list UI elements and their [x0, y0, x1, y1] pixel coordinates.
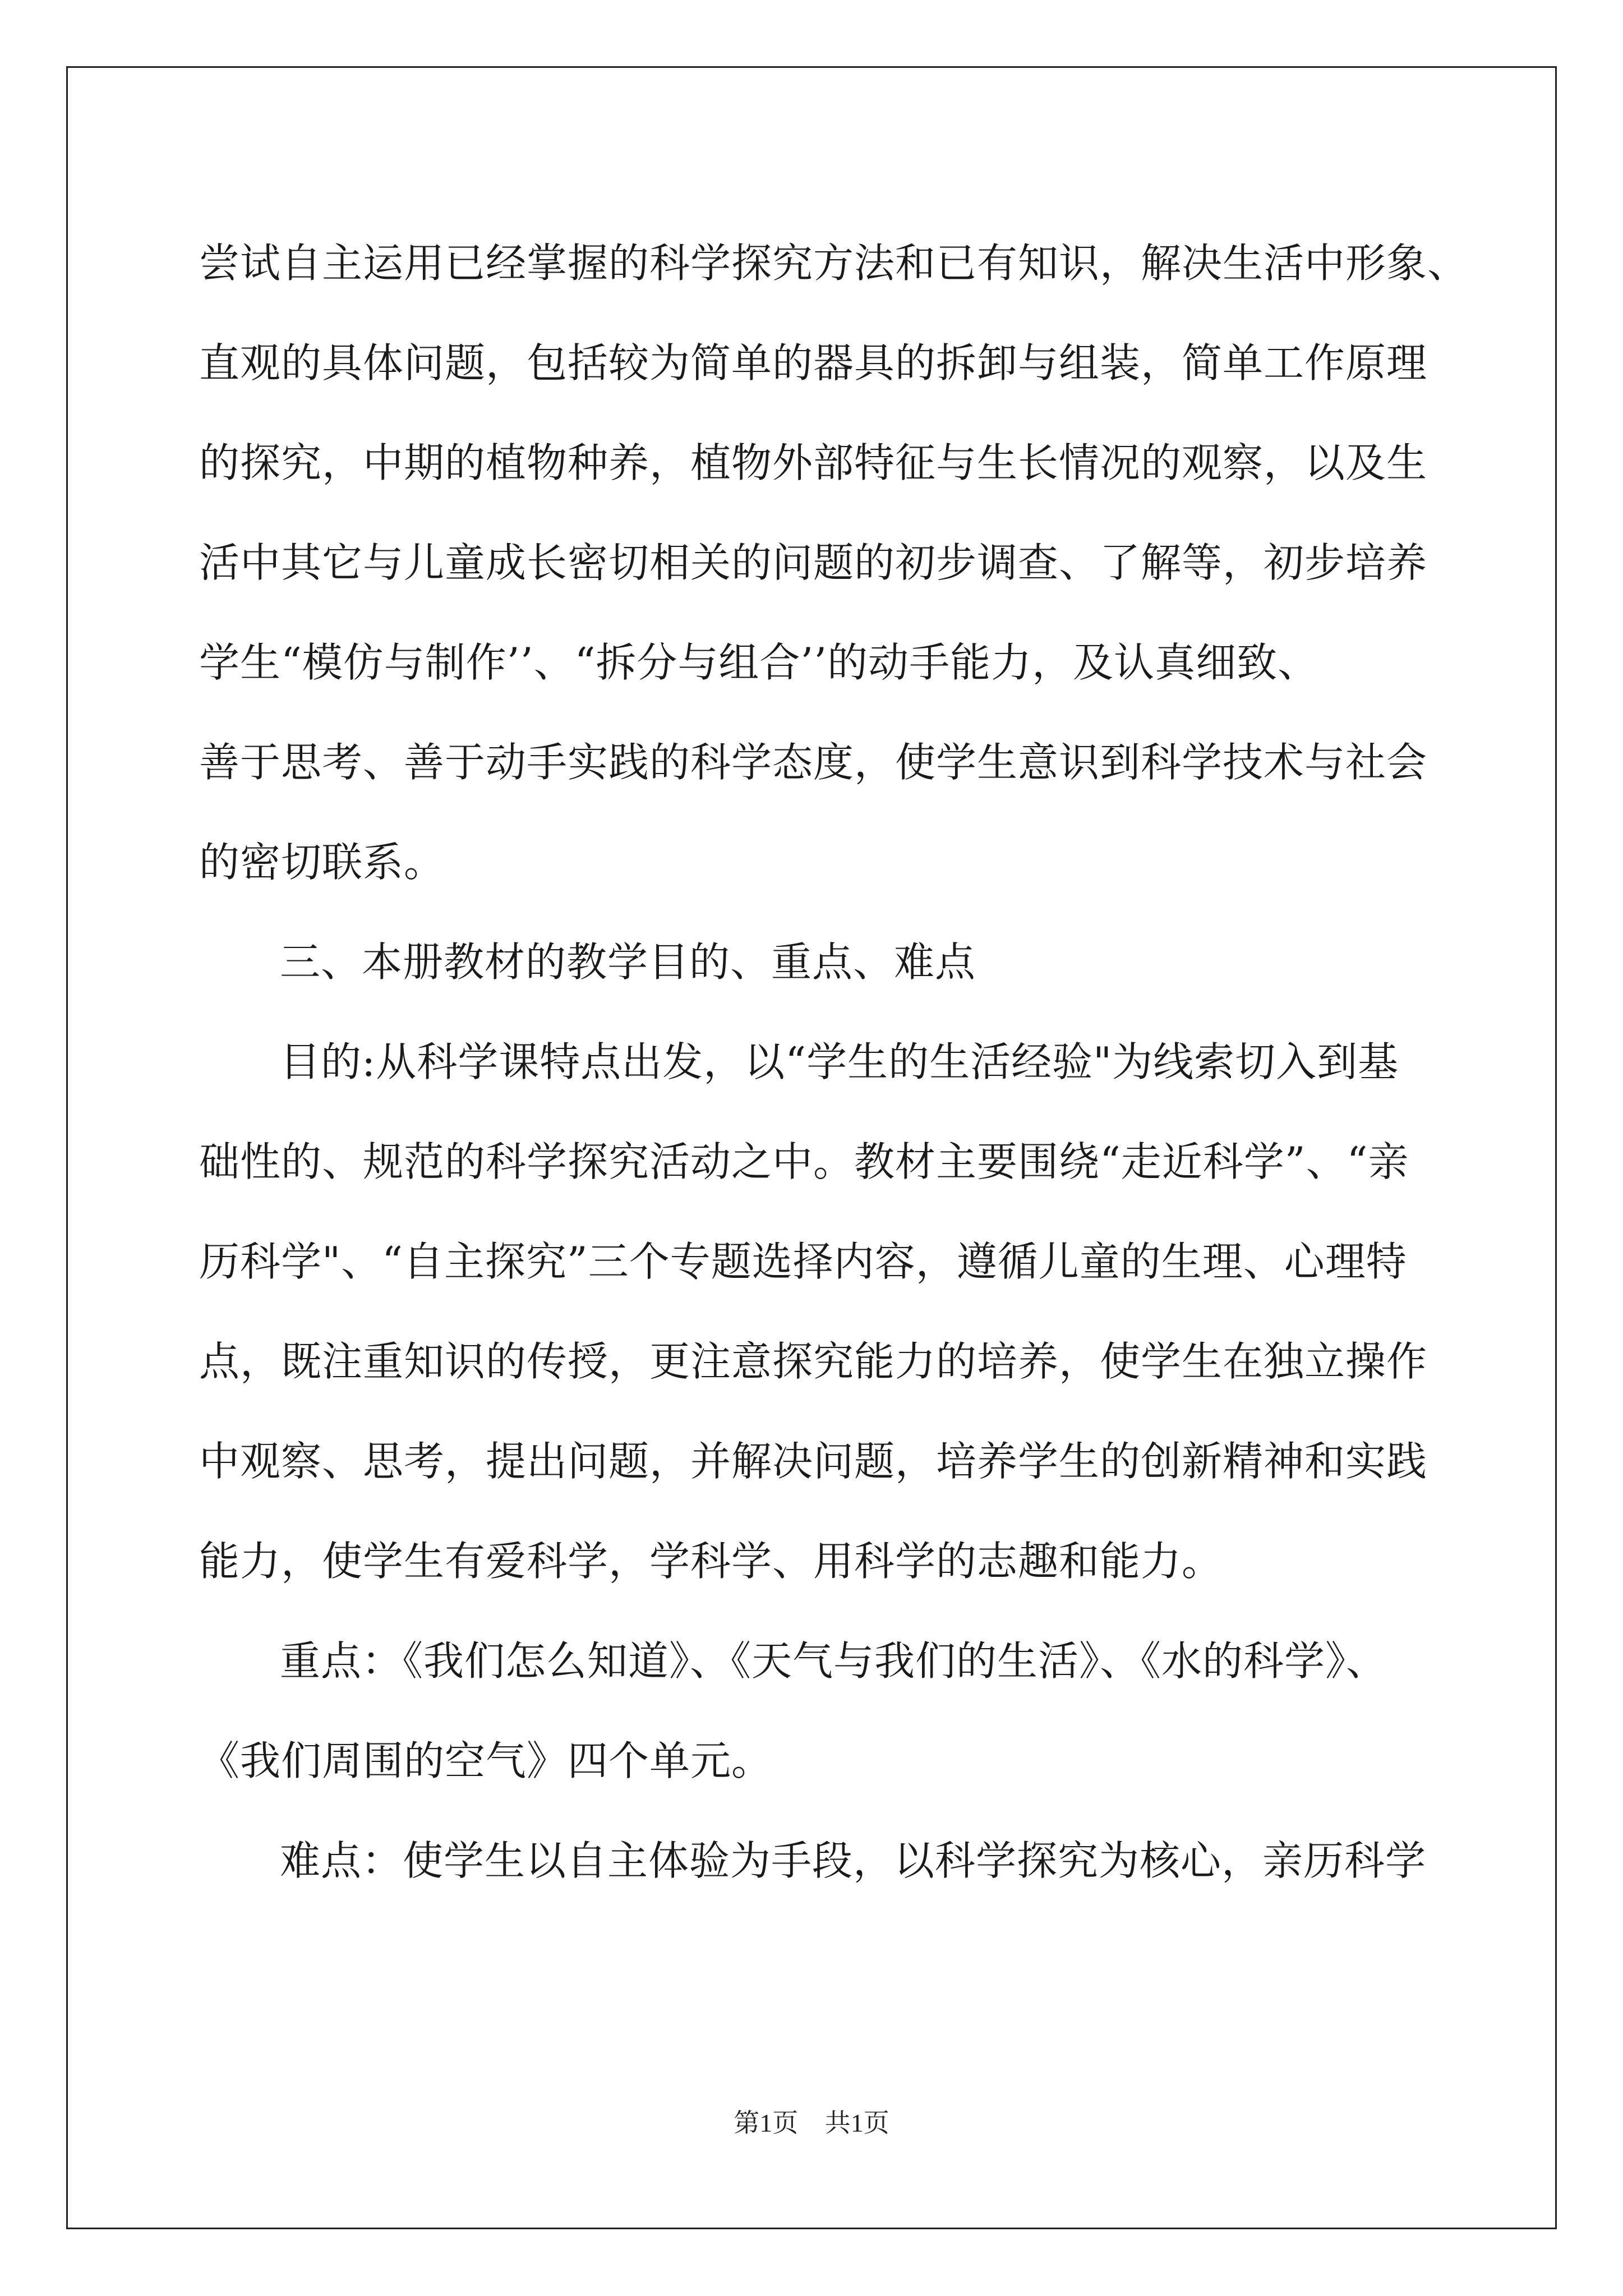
section-heading: 三、本册教材的教学目的、重点、难点	[280, 938, 976, 986]
text-line: 尝试自主运用已经掌握的科学探究方法和已有知识，解决生活中形象、	[199, 240, 1469, 287]
text-line: 《我们周围的空气》四个单元。	[199, 1737, 773, 1784]
text-line: 的密切联系。	[199, 839, 445, 886]
page-total: 共1页	[824, 2109, 889, 2137]
text-line: 的探究，中期的植物种养，植物外部特征与生长情况的观察，以及生	[199, 439, 1428, 486]
text-line: 础性的、规范的科学探究活动之中。教材主要围绕“走近科学”、“亲	[199, 1138, 1409, 1185]
text-line: 点，既注重知识的传授，更注意探究能力的培养，使学生在独立操作	[199, 1338, 1428, 1385]
text-line: 活中其它与儿童成长密切相关的问题的初步调查、了解等，初步培养	[199, 539, 1428, 586]
text-line: 历科学"、“自主探究”三个专题选择内容，遵循儿童的生理、心理特	[199, 1238, 1407, 1285]
paragraph-key-points-start: 重点：《我们怎么知道》、《天气与我们的生活》、《水的科学》、	[280, 1637, 1387, 1685]
text-line: 善于思考、善于动手实践的科学态度，使学生意识到科学技术与社会	[199, 739, 1428, 786]
text-line: 直观的具体问题，包括较为简单的器具的拆卸与组装，简单工作原理	[199, 339, 1428, 386]
text-line: 中观察、思考，提出问题，并解决问题，培养学生的创新精神和实践	[199, 1438, 1428, 1485]
document-body	[199, 213, 1469, 1911]
text-line: 学生“模仿与制作’’、“拆分与组合’’的动手能力，及认真细致、	[199, 639, 1319, 686]
page-number: 第1页	[734, 2109, 799, 2137]
page-footer	[0, 2102, 1623, 2139]
paragraph-purpose-start: 目的:从科学课特点出发，以“学生的生活经验"为线索切入到基	[280, 1038, 1399, 1085]
paragraph-difficulties-start: 难点：使学生以自主体验为手段，以科学探究为核心，亲历科学	[280, 1837, 1427, 1884]
text-line: 能力，使学生有爱科学，学科学、用科学的志趣和能力。	[199, 1538, 1223, 1585]
